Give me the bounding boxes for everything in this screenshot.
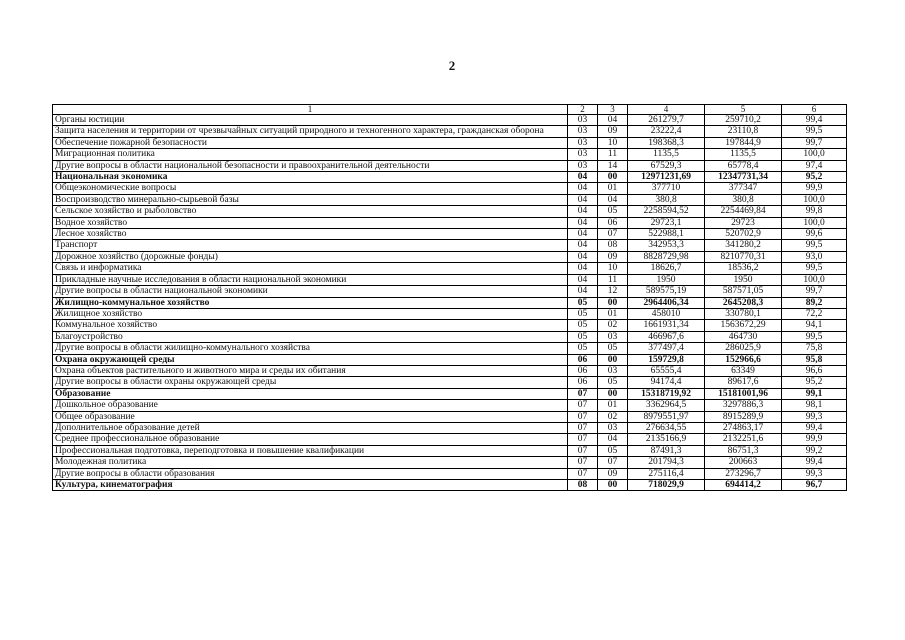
section-code-cell: 07 <box>568 411 598 422</box>
section-code-cell: 04 <box>568 172 598 183</box>
execution-percent-cell: 99,5 <box>782 240 847 251</box>
subsection-code-cell: 03 <box>598 422 628 433</box>
executed-amount-cell: 259710,2 <box>705 115 782 126</box>
header-row <box>53 105 847 115</box>
row-name-cell: Культура, кинематография <box>53 480 568 491</box>
execution-percent-cell: 96,7 <box>782 480 847 491</box>
row-name-cell: Образование <box>53 388 568 399</box>
execution-percent-cell: 99,5 <box>782 126 847 137</box>
executed-amount-cell: 18536,2 <box>705 263 782 274</box>
execution-percent-cell: 100,0 <box>782 274 847 285</box>
execution-percent-cell: 93,0 <box>782 251 847 262</box>
subsection-code-cell: 00 <box>598 480 628 491</box>
executed-amount-cell: 15181001,96 <box>705 388 782 399</box>
subsection-code-cell: 01 <box>598 308 628 319</box>
row-name-cell: Общее образование <box>53 411 568 422</box>
planned-amount-cell: 342953,3 <box>628 240 705 251</box>
execution-percent-cell: 75,8 <box>782 343 847 354</box>
section-code-cell: 07 <box>568 468 598 479</box>
planned-amount-cell: 94174,4 <box>628 377 705 388</box>
row-name-cell: Лесное хозяйство <box>53 229 568 240</box>
execution-percent-cell: 99,5 <box>782 331 847 342</box>
section-code-cell: 03 <box>568 149 598 160</box>
executed-amount-cell: 86751,3 <box>705 445 782 456</box>
subsection-code-cell: 07 <box>598 229 628 240</box>
subsection-code-cell: 05 <box>598 343 628 354</box>
planned-amount-cell: 377710 <box>628 183 705 194</box>
execution-percent-cell: 99,7 <box>782 286 847 297</box>
planned-amount-cell: 458010 <box>628 308 705 319</box>
subsection-code-cell: 09 <box>598 126 628 137</box>
section-code-cell: 05 <box>568 320 598 331</box>
subsection-code-cell: 08 <box>598 240 628 251</box>
table-row <box>53 286 847 297</box>
table-row-section <box>53 172 847 183</box>
planned-amount-cell: 2964406,34 <box>628 297 705 308</box>
section-code-cell: 05 <box>568 297 598 308</box>
row-name-cell: Среднее профессиональное образование <box>53 434 568 445</box>
subsection-code-cell: 04 <box>598 194 628 205</box>
planned-amount-cell: 18626,7 <box>628 263 705 274</box>
section-code-cell: 06 <box>568 377 598 388</box>
subsection-code-cell: 02 <box>598 411 628 422</box>
planned-amount-cell: 23222,4 <box>628 126 705 137</box>
section-code-cell: 03 <box>568 160 598 171</box>
subsection-code-cell: 11 <box>598 274 628 285</box>
table-row <box>53 183 847 194</box>
execution-percent-cell: 99,3 <box>782 468 847 479</box>
subsection-code-cell: 10 <box>598 263 628 274</box>
executed-amount-cell: 65778,4 <box>705 160 782 171</box>
planned-amount-cell: 8828729,98 <box>628 251 705 262</box>
row-name-cell: Другие вопросы в области охраны окружающей среды <box>53 377 568 388</box>
execution-percent-cell: 72,2 <box>782 308 847 319</box>
table-row <box>53 331 847 342</box>
row-name-cell: Дорожное хозяйство (дорожные фонды) <box>53 251 568 262</box>
planned-amount-cell: 380,8 <box>628 194 705 205</box>
table-row-section <box>53 297 847 308</box>
table-row <box>53 400 847 411</box>
section-code-cell: 06 <box>568 365 598 376</box>
execution-percent-cell: 99,8 <box>782 206 847 217</box>
subsection-code-cell: 12 <box>598 286 628 297</box>
execution-percent-cell: 96,6 <box>782 365 847 376</box>
planned-amount-cell: 1661931,34 <box>628 320 705 331</box>
table-row <box>53 137 847 148</box>
header-cell-6: 6 <box>782 105 847 115</box>
planned-amount-cell: 275116,4 <box>628 468 705 479</box>
subsection-code-cell: 00 <box>598 354 628 365</box>
execution-percent-cell: 99,4 <box>782 115 847 126</box>
table-row-section <box>53 388 847 399</box>
executed-amount-cell: 286025,9 <box>705 343 782 354</box>
section-code-cell: 07 <box>568 388 598 399</box>
subsection-code-cell: 03 <box>598 331 628 342</box>
subsection-code-cell: 00 <box>598 172 628 183</box>
executed-amount-cell: 1950 <box>705 274 782 285</box>
row-name-cell: Молодежная политика <box>53 457 568 468</box>
planned-amount-cell: 522988,1 <box>628 229 705 240</box>
section-code-cell: 04 <box>568 240 598 251</box>
row-name-cell: Охрана объектов растительного и животного мира и среды их обитания <box>53 365 568 376</box>
section-code-cell: 07 <box>568 400 598 411</box>
section-code-cell: 03 <box>568 137 598 148</box>
execution-percent-cell: 98,1 <box>782 400 847 411</box>
row-name-cell: Благоустройство <box>53 331 568 342</box>
table-row <box>53 457 847 468</box>
table-row-section <box>53 354 847 365</box>
section-code-cell: 07 <box>568 422 598 433</box>
planned-amount-cell: 12971231,69 <box>628 172 705 183</box>
row-name-cell: Сельское хозяйство и рыболовство <box>53 206 568 217</box>
section-code-cell: 07 <box>568 445 598 456</box>
table-row <box>53 229 847 240</box>
section-code-cell: 05 <box>568 331 598 342</box>
row-name-cell: Водное хозяйство <box>53 217 568 228</box>
subsection-code-cell: 00 <box>598 297 628 308</box>
executed-amount-cell: 152966,6 <box>705 354 782 365</box>
table-row <box>53 343 847 354</box>
planned-amount-cell: 2135166,9 <box>628 434 705 445</box>
executed-amount-cell: 200663 <box>705 457 782 468</box>
header-cell-3: 3 <box>598 105 628 115</box>
table-row <box>53 115 847 126</box>
row-name-cell: Дошкольное образование <box>53 400 568 411</box>
planned-amount-cell: 589575,19 <box>628 286 705 297</box>
executed-amount-cell: 3297886,3 <box>705 400 782 411</box>
table-row <box>53 251 847 262</box>
row-name-cell: Профессиональная подготовка, переподготовка и повышение квалификации <box>53 445 568 456</box>
section-code-cell: 04 <box>568 206 598 217</box>
planned-amount-cell: 87491,3 <box>628 445 705 456</box>
table-row <box>53 365 847 376</box>
executed-amount-cell: 1563672,29 <box>705 320 782 331</box>
execution-percent-cell: 97,4 <box>782 160 847 171</box>
section-code-cell: 07 <box>568 434 598 445</box>
row-name-cell: Прикладные научные исследования в области национальной экономики <box>53 274 568 285</box>
executed-amount-cell: 380,8 <box>705 194 782 205</box>
section-code-cell: 04 <box>568 183 598 194</box>
subsection-code-cell: 02 <box>598 320 628 331</box>
planned-amount-cell: 1950 <box>628 274 705 285</box>
subsection-code-cell: 11 <box>598 149 628 160</box>
subsection-code-cell: 05 <box>598 445 628 456</box>
executed-amount-cell: 2254469,84 <box>705 206 782 217</box>
section-code-cell: 04 <box>568 263 598 274</box>
execution-percent-cell: 100,0 <box>782 217 847 228</box>
planned-amount-cell: 276634,55 <box>628 422 705 433</box>
execution-percent-cell: 94,1 <box>782 320 847 331</box>
execution-percent-cell: 99,5 <box>782 263 847 274</box>
executed-amount-cell: 197844,9 <box>705 137 782 148</box>
row-name-cell: Дополнительное образование детей <box>53 422 568 433</box>
planned-amount-cell: 377497,4 <box>628 343 705 354</box>
executed-amount-cell: 2132251,6 <box>705 434 782 445</box>
row-name-cell: Другие вопросы в области национальной безопасности и правоохранительной деятельности <box>53 160 568 171</box>
executed-amount-cell: 12347731,34 <box>705 172 782 183</box>
table-row <box>53 160 847 171</box>
section-code-cell: 04 <box>568 286 598 297</box>
header-cell-5: 5 <box>705 105 782 115</box>
subsection-code-cell: 05 <box>598 377 628 388</box>
table-row <box>53 206 847 217</box>
section-code-cell: 06 <box>568 354 598 365</box>
subsection-code-cell: 03 <box>598 365 628 376</box>
section-code-cell: 05 <box>568 308 598 319</box>
row-name-cell: Органы юстиции <box>53 115 568 126</box>
executed-amount-cell: 2645208,3 <box>705 297 782 308</box>
subsection-code-cell: 01 <box>598 400 628 411</box>
planned-amount-cell: 3362964,5 <box>628 400 705 411</box>
row-name-cell: Связь и информатика <box>53 263 568 274</box>
planned-amount-cell: 718029,9 <box>628 480 705 491</box>
executed-amount-cell: 23110,8 <box>705 126 782 137</box>
planned-amount-cell: 65555,4 <box>628 365 705 376</box>
executed-amount-cell: 63349 <box>705 365 782 376</box>
subsection-code-cell: 00 <box>598 388 628 399</box>
section-code-cell: 04 <box>568 194 598 205</box>
executed-amount-cell: 694414,2 <box>705 480 782 491</box>
section-code-cell: 04 <box>568 217 598 228</box>
execution-percent-cell: 99,3 <box>782 411 847 422</box>
subsection-code-cell: 09 <box>598 251 628 262</box>
row-name-cell: Жилищно-коммунальное хозяйство <box>53 297 568 308</box>
subsection-code-cell: 10 <box>598 137 628 148</box>
executed-amount-cell: 29723 <box>705 217 782 228</box>
execution-percent-cell: 100,0 <box>782 149 847 160</box>
subsection-code-cell: 07 <box>598 457 628 468</box>
page-number: 2 <box>448 58 457 73</box>
row-name-cell: Другие вопросы в области образования <box>53 468 568 479</box>
subsection-code-cell: 04 <box>598 115 628 126</box>
header-cell-1: 1 <box>53 105 568 115</box>
table-row <box>53 126 847 137</box>
executed-amount-cell: 587571,05 <box>705 286 782 297</box>
table-row <box>53 149 847 160</box>
planned-amount-cell: 201794,3 <box>628 457 705 468</box>
header-cell-2: 2 <box>568 105 598 115</box>
subsection-code-cell: 04 <box>598 434 628 445</box>
row-name-cell: Защита населения и территории от чрезвычайных ситуаций природного и техногенного характера, гражданская оборона <box>53 126 568 137</box>
table-row <box>53 445 847 456</box>
row-name-cell: Жилищное хозяйство <box>53 308 568 319</box>
execution-percent-cell: 99,4 <box>782 457 847 468</box>
executed-amount-cell: 8210770,31 <box>705 251 782 262</box>
planned-amount-cell: 8979551,97 <box>628 411 705 422</box>
execution-percent-cell: 99,1 <box>782 388 847 399</box>
subsection-code-cell: 01 <box>598 183 628 194</box>
executed-amount-cell: 341280,2 <box>705 240 782 251</box>
executed-amount-cell: 273296,7 <box>705 468 782 479</box>
section-code-cell: 08 <box>568 480 598 491</box>
execution-percent-cell: 95,2 <box>782 172 847 183</box>
subsection-code-cell: 06 <box>598 217 628 228</box>
table-row <box>53 240 847 251</box>
row-name-cell: Воспроизводство минерально-сырьевой базы <box>53 194 568 205</box>
section-code-cell: 04 <box>568 251 598 262</box>
planned-amount-cell: 2258594,52 <box>628 206 705 217</box>
table-row <box>53 217 847 228</box>
execution-percent-cell: 99,9 <box>782 183 847 194</box>
planned-amount-cell: 159729,8 <box>628 354 705 365</box>
row-name-cell: Общеэкономические вопросы <box>53 183 568 194</box>
table-row <box>53 411 847 422</box>
row-name-cell: Коммунальное хозяйство <box>53 320 568 331</box>
executed-amount-cell: 1135,5 <box>705 149 782 160</box>
table-row <box>53 274 847 285</box>
executed-amount-cell: 464730 <box>705 331 782 342</box>
row-name-cell: Другие вопросы в области жилищно-коммунального хозяйства <box>53 343 568 354</box>
executed-amount-cell: 520702,9 <box>705 229 782 240</box>
section-code-cell: 07 <box>568 457 598 468</box>
planned-amount-cell: 29723,1 <box>628 217 705 228</box>
table-row <box>53 263 847 274</box>
table-row <box>53 308 847 319</box>
section-code-cell: 03 <box>568 126 598 137</box>
section-code-cell: 04 <box>568 274 598 285</box>
row-name-cell: Другие вопросы в области национальной экономики <box>53 286 568 297</box>
table-row <box>53 377 847 388</box>
executed-amount-cell: 274863,17 <box>705 422 782 433</box>
table-row <box>53 194 847 205</box>
executed-amount-cell: 89617,6 <box>705 377 782 388</box>
section-code-cell: 05 <box>568 343 598 354</box>
header-cell-4: 4 <box>628 105 705 115</box>
execution-percent-cell: 95,2 <box>782 377 847 388</box>
execution-percent-cell: 99,7 <box>782 137 847 148</box>
planned-amount-cell: 67529,3 <box>628 160 705 171</box>
execution-percent-cell: 95,8 <box>782 354 847 365</box>
executed-amount-cell: 377347 <box>705 183 782 194</box>
subsection-code-cell: 14 <box>598 160 628 171</box>
execution-percent-cell: 99,2 <box>782 445 847 456</box>
planned-amount-cell: 1135,5 <box>628 149 705 160</box>
budget-table-body <box>53 105 847 491</box>
budget-table <box>52 104 847 491</box>
subsection-code-cell: 05 <box>598 206 628 217</box>
table-row <box>53 434 847 445</box>
executed-amount-cell: 8915289,9 <box>705 411 782 422</box>
row-name-cell: Миграционная политика <box>53 149 568 160</box>
execution-percent-cell: 100,0 <box>782 194 847 205</box>
section-code-cell: 04 <box>568 229 598 240</box>
section-code-cell: 03 <box>568 115 598 126</box>
table-row <box>53 320 847 331</box>
subsection-code-cell: 09 <box>598 468 628 479</box>
table-row <box>53 422 847 433</box>
execution-percent-cell: 99,4 <box>782 422 847 433</box>
row-name-cell: Охрана окружающей среды <box>53 354 568 365</box>
row-name-cell: Национальная экономика <box>53 172 568 183</box>
row-name-cell: Транспорт <box>53 240 568 251</box>
execution-percent-cell: 99,6 <box>782 229 847 240</box>
table-row <box>53 468 847 479</box>
executed-amount-cell: 330780,1 <box>705 308 782 319</box>
planned-amount-cell: 15318719,92 <box>628 388 705 399</box>
execution-percent-cell: 99,9 <box>782 434 847 445</box>
execution-percent-cell: 89,2 <box>782 297 847 308</box>
row-name-cell: Обеспечение пожарной безопасности <box>53 137 568 148</box>
planned-amount-cell: 261279,7 <box>628 115 705 126</box>
planned-amount-cell: 466967,6 <box>628 331 705 342</box>
planned-amount-cell: 198368,3 <box>628 137 705 148</box>
table-row-section <box>53 480 847 491</box>
